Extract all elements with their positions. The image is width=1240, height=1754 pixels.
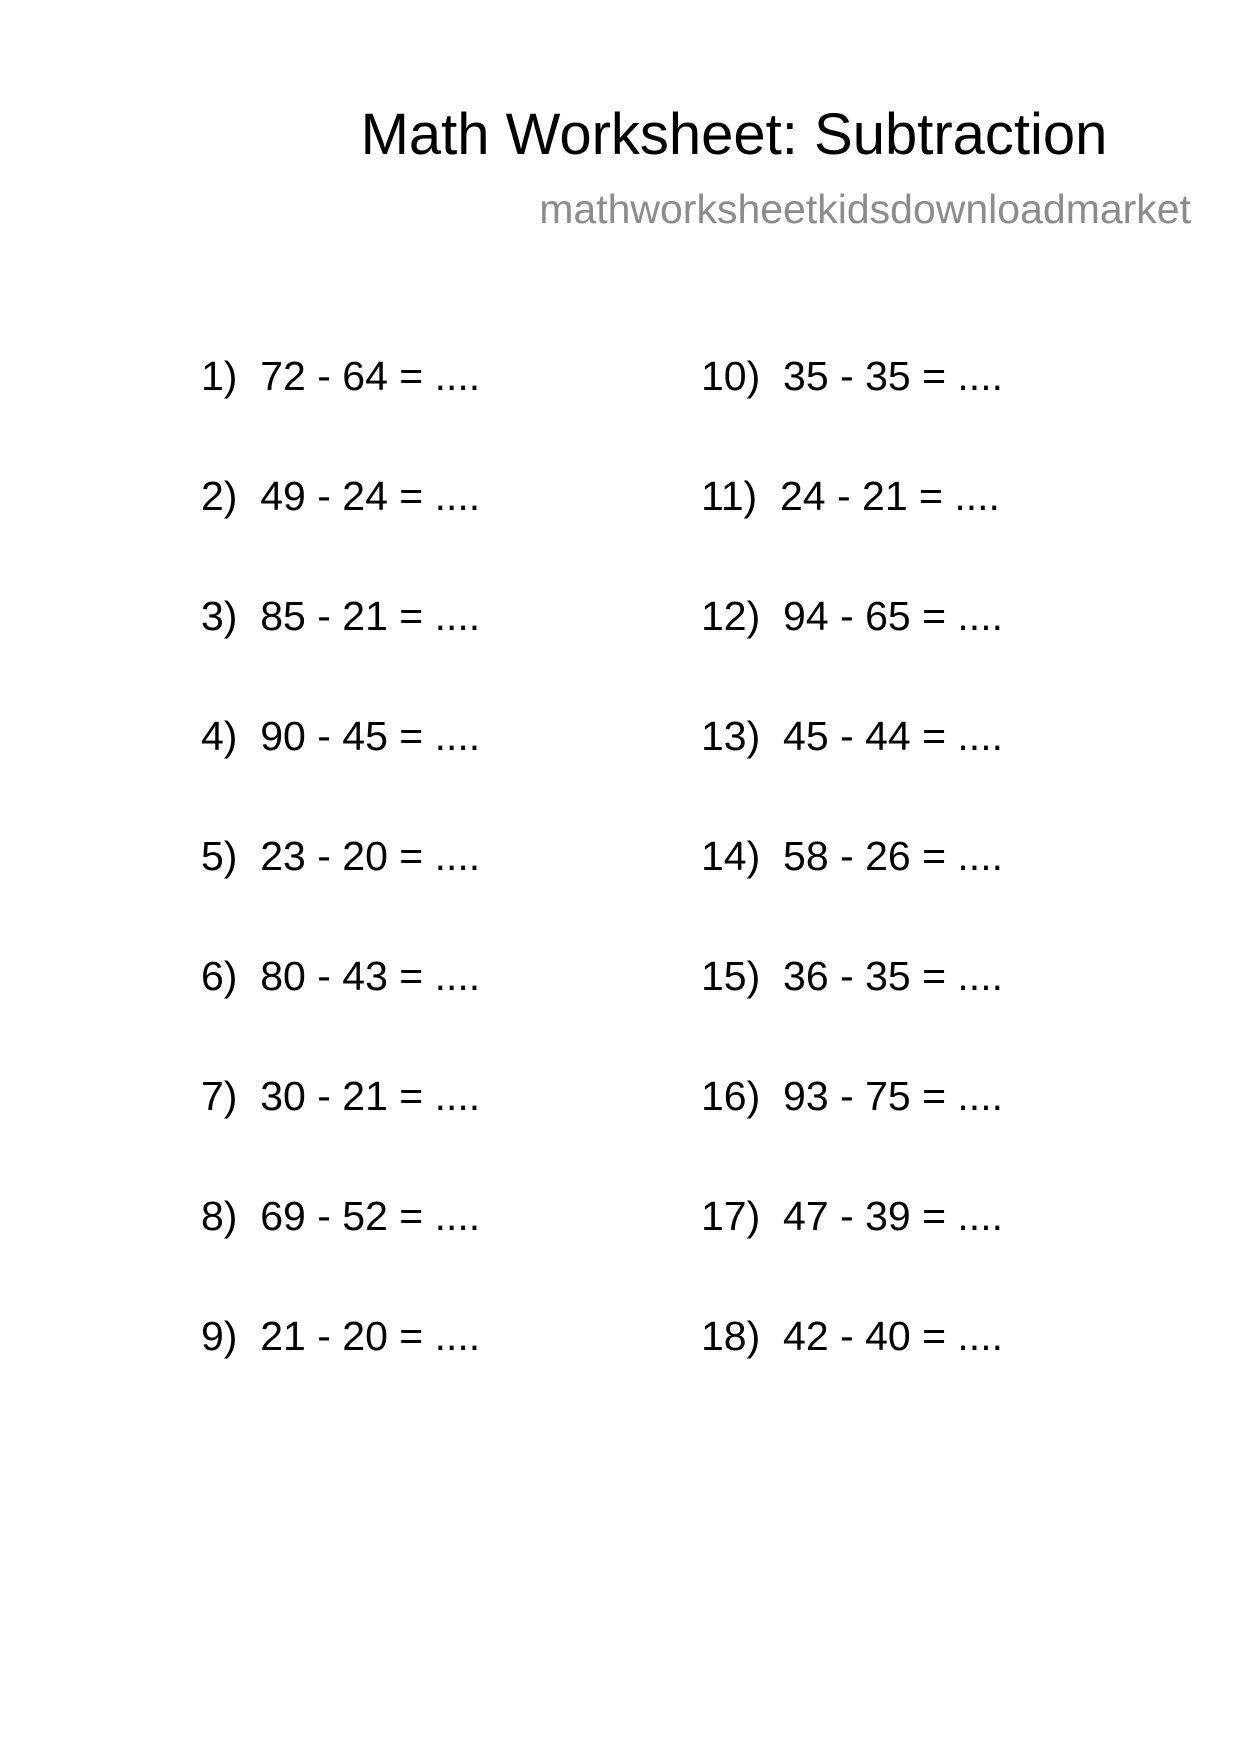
problem-item: 11) 24 - 21 = .... xyxy=(701,473,1000,519)
problem-item: 13) 45 - 44 = .... xyxy=(701,713,1003,759)
problem-item: 5) 23 - 20 = .... xyxy=(201,833,481,879)
problem-item: 1) 72 - 64 = .... xyxy=(201,353,481,399)
problem-column-left xyxy=(201,350,480,1430)
problem-item: 7) 30 - 21 = .... xyxy=(201,1073,481,1119)
problem-item: 15) 36 - 35 = .... xyxy=(701,953,1003,999)
problem-item: 17) 47 - 39 = .... xyxy=(701,1193,1003,1239)
problem-item: 3) 85 - 21 = .... xyxy=(201,593,481,639)
problem-item: 12) 94 - 65 = .... xyxy=(701,593,1003,639)
problem-item: 9) 21 - 20 = .... xyxy=(201,1313,481,1359)
problem-item: 4) 90 - 45 = .... xyxy=(201,713,481,759)
problem-grid xyxy=(0,350,1240,1400)
problem-item: 6) 80 - 43 = .... xyxy=(201,953,481,999)
problem-item: 18) 42 - 40 = .... xyxy=(701,1313,1003,1359)
worksheet-title: Math Worksheet: Subtraction xyxy=(360,102,1108,167)
worksheet-source: mathworksheetkidsdownloadmarket xyxy=(539,186,1191,232)
problem-item: 14) 58 - 26 = .... xyxy=(701,833,1003,879)
problem-item: 8) 69 - 52 = .... xyxy=(201,1193,481,1239)
problem-item: 16) 93 - 75 = .... xyxy=(701,1073,1003,1119)
problem-item: 10) 35 - 35 = .... xyxy=(701,353,1003,399)
problem-item: 2) 49 - 24 = .... xyxy=(201,473,481,519)
problem-column-right xyxy=(701,350,1003,1430)
